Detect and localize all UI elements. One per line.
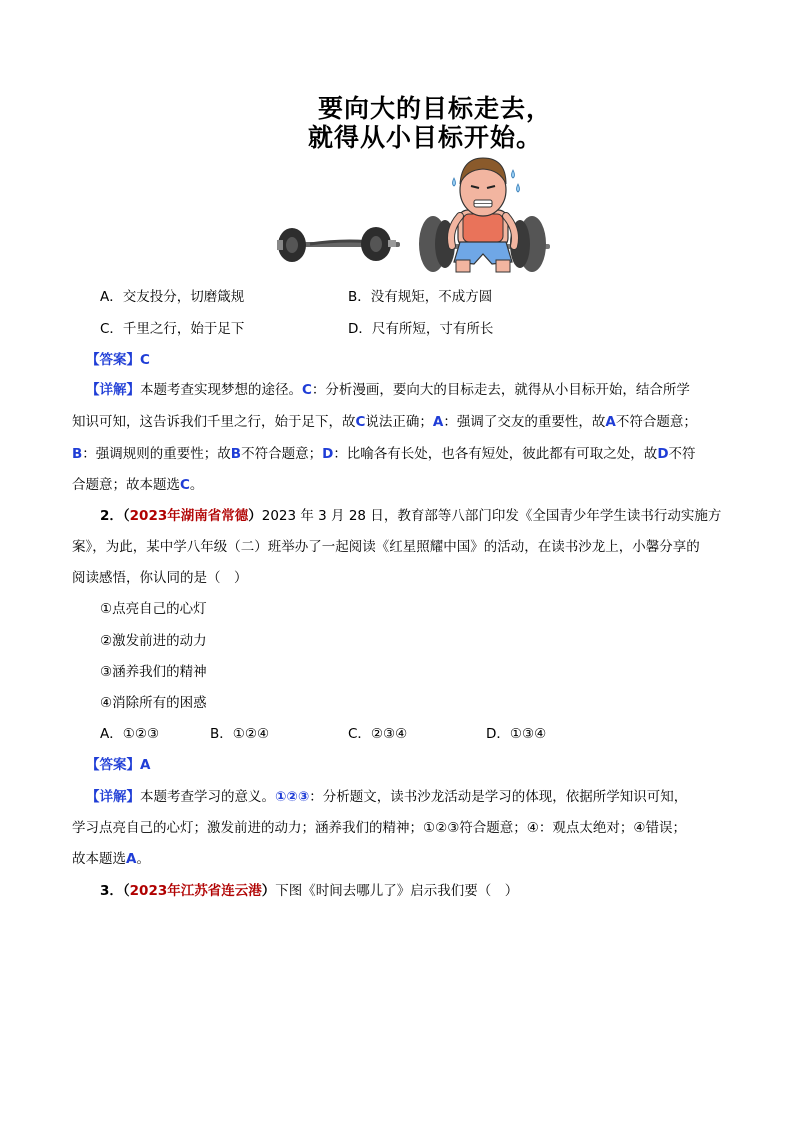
q1-detail-line2 xyxy=(72,412,697,432)
q2-detail-line2: 学习点亮自己的心灯；激发前进的动力；涵养我们的精神；①②③符合题意；④：观点太绝对；④错误； xyxy=(72,820,687,836)
question-number: 3． xyxy=(100,883,123,899)
detail-key: ①②③ xyxy=(275,789,310,805)
detail-key: B xyxy=(72,446,83,462)
detail-text: 本题考查学习的意义。 xyxy=(140,789,275,805)
detail-key: A xyxy=(432,414,444,430)
detail-key: B xyxy=(230,446,242,462)
q2-stem-line3: 阅读感悟，你认同的是（ ） xyxy=(72,570,248,586)
detail-text: 合题意；故本题选 xyxy=(72,477,180,493)
detail-text: 知识可知，这告诉我们千里之行，始于足下，故 xyxy=(72,414,356,430)
cartoon-caption-line2: 就得从小目标开始。 xyxy=(307,123,542,152)
question-source: 2023年湖南省常德 xyxy=(129,508,249,524)
detail-text: ：分析题文，读书沙龙活动是学习的体现，依据所学知识可知， xyxy=(309,789,688,805)
q2-item-4: ④消除所有的困惑 xyxy=(100,695,207,711)
question-number: 2． xyxy=(100,508,123,524)
q1-answer-line xyxy=(86,350,150,370)
cartoon-caption-line1: 要向大的目标走去， xyxy=(317,94,552,123)
q2-answer-line xyxy=(86,755,150,775)
answer-value: A xyxy=(140,757,151,773)
question-source: 2023年江苏省连云港 xyxy=(129,883,262,899)
q2-option-c: C．②③④ xyxy=(348,726,408,742)
q3-stem xyxy=(100,881,518,901)
detail-text: 说法正确； xyxy=(365,414,433,430)
answer-label: 【答案】 xyxy=(86,352,140,368)
q1-detail-line4 xyxy=(72,475,203,495)
detail-text: ：比喻各有长处，也各有短处，彼此都有可取之处，故 xyxy=(333,446,658,462)
q2-item-2: ②激发前进的动力 xyxy=(100,633,207,649)
answer-value: C xyxy=(140,352,150,368)
q1-detail-line3 xyxy=(72,444,696,464)
question-stem: 下图《时间去哪儿了》启示我们要（ ） xyxy=(275,883,519,899)
source-bracket: ） xyxy=(261,883,276,899)
detail-text: 。 xyxy=(189,477,204,493)
source-bracket: ） xyxy=(248,508,262,524)
detail-key: C xyxy=(180,477,190,493)
detail-text: ：强调了交友的重要性，故 xyxy=(443,414,606,430)
detail-text: 本题考查实现梦想的途径。 xyxy=(140,382,302,398)
detail-text: ：强调规则的重要性；故 xyxy=(82,446,231,462)
q2-item-1: ①点亮自己的心灯 xyxy=(100,601,207,617)
detail-key: D xyxy=(657,446,669,462)
q2-stem-line2: 案》，为此，某中学八年级（二）班举办了一起阅读《红星照耀中国》的活动，在读书沙龙上，小馨分享的 xyxy=(72,539,700,555)
detail-key: D xyxy=(322,446,334,462)
q2-option-a: A．①②③ xyxy=(100,726,160,742)
q1-detail-line1 xyxy=(86,380,690,400)
source-bracket: （ xyxy=(122,508,130,524)
detail-text: 不符 xyxy=(668,446,696,462)
q1-option-b: B．没有规矩，不成方圆 xyxy=(348,289,493,305)
q1-option-c: C．千里之行，始于足下 xyxy=(100,321,245,337)
cartoon-illustration xyxy=(270,92,560,282)
detail-key: A xyxy=(605,414,616,430)
q2-stem-line1 xyxy=(100,506,721,526)
detail-label: 【详解】 xyxy=(86,789,140,805)
detail-key: C xyxy=(302,382,312,398)
q2-option-d: D．①③④ xyxy=(486,726,547,742)
source-bracket: （ xyxy=(122,883,130,899)
question-stem: 2023 年 3 月 28 日，教育部等八部门印发《全国青少年学生读书行动实施方 xyxy=(261,508,722,524)
detail-text: 。 xyxy=(136,851,150,867)
detail-key: A xyxy=(126,851,137,867)
q2-option-b: B．①②④ xyxy=(210,726,270,742)
detail-key: C xyxy=(355,414,366,430)
detail-text: ：分析漫画，要向大的目标走去，就得从小目标开始，结合所学 xyxy=(311,382,690,398)
detail-text: 故本题选 xyxy=(72,851,126,867)
answer-label: 【答案】 xyxy=(86,757,140,773)
detail-label: 【详解】 xyxy=(86,382,140,398)
detail-text: 不符合题意； xyxy=(241,446,323,462)
q2-item-3: ③涵养我们的精神 xyxy=(100,664,207,680)
q2-detail-line1 xyxy=(86,787,687,807)
q2-detail-line3 xyxy=(72,849,150,869)
detail-text: 不符合题意； xyxy=(615,414,697,430)
q1-option-d: D．尺有所短，寸有所长 xyxy=(348,321,494,337)
q1-option-a: A．交友投分，切磨箴规 xyxy=(100,289,245,305)
